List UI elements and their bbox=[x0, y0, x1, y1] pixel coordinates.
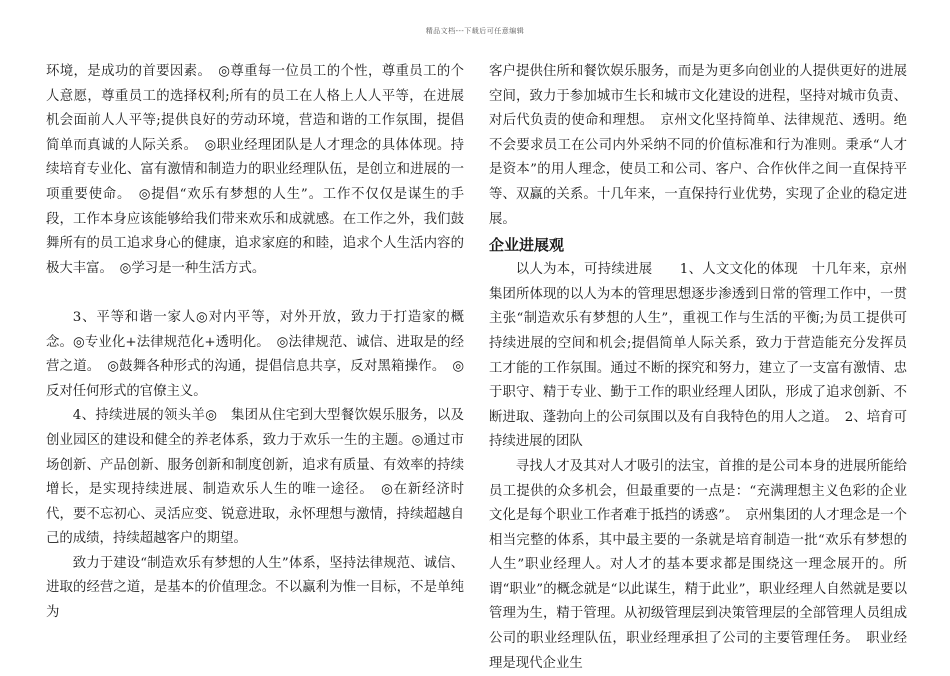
paragraph: 环境，是成功的首要因素。 ◎尊重每一位员工的个性，尊重员工的个人意愿，尊重员工的选择权利;所有的员工在人格上人人平等，在进展机会面前人人平等;提供良好的劳动环境，营造和谐的工作氛围，提倡简单而真诚的人际关系。 ◎职业经理团队是人才理念的具体体现。持续培育专业化、富有激情和制造力的职业经理队伍，是创立和进展的一项重要使命。 ◎提倡“欢乐有梦想的人生”。工作不仅仅是谋生的手段，工作本身应该能够给我们带来欢乐和成就感。在工作之外，我们鼓舞所有的员工追求身心的健康，追求家庭的和睦，追求个人生活内容的极大丰富。 ◎学习是一种生活方式。 bbox=[46, 64, 464, 276]
paragraph: 寻找人才及其对人才吸引的法宝，首推的是公司本身的进展所能给员工提供的众多机会，但最重要的一点是：“充满理想主义色彩的企业文化是每个职业工作者难于抵挡的诱惑”。 京州集团的人才理念是一个相当完整的体系，其中最主要的一条就是培育制造一批“欢乐有梦想的人生”职业经理人。对人才的基本要求都是围绕这一理念展开的。所谓“职业”的概念就是“以此谋生，精于此业”，职业经理人自然就是要以管理为生，精于管理。从初级管理层到决策管理层的全部管理人员组成公司的职业经理队伍，职业经理承担了公司的主要管理任务。 职业经理是现代企业生 bbox=[489, 458, 907, 671]
paragraph: 致力于建设“制造欢乐有梦想的人生”体系，坚持法律规范、诚信、进取的经营之道，是基本的价值理念。不以赢利为惟一目标，不是单纯为 bbox=[46, 555, 464, 621]
right-column bbox=[489, 60, 907, 676]
blank-line bbox=[46, 281, 464, 306]
left-column bbox=[46, 60, 464, 626]
paragraph: 4、持续进展的领头羊◎ 集团从住宅到大型餐饮娱乐服务，以及创业园区的建设和健全的养老体系，致力于欢乐一生的主题。◎通过市场创新、产品创新、服务创新和制度创新，追求有质量、有效率的持续增长，是实现持续进展、制造欢乐人生的唯一途径。 ◎在新经济时代，要不忘初心、灵活应变、锐意进取，永怀理想与激情，持续超越自己的成绩，持续超越客户的期望。 bbox=[46, 408, 464, 547]
page-header: 精品文档---下载后可任意编辑 bbox=[425, 27, 525, 35]
section-heading: 企业进展观 bbox=[489, 236, 565, 255]
paragraph: 客户提供住所和餐饮娱乐服务，而是为更多向创业的人提供更好的进展空间，致力于参加城市生长和城市文化建设的进程，坚持对城市负责、对后代负责的使命和理想。 京州文化坚持简单、法律规范、透明。绝不会要求员工在公司内外采纳不同的价值标准和行为准则。秉承“人才是资本”的用人理念，使员工和公司、客户、合作伙伴之间一直保持平等、双赢的关系。十几年来，一直保持行业优势，实现了企业的稳定进展。 bbox=[489, 64, 907, 227]
paragraph: 以人为本，可持续进展 1、人文文化的体现 十几年来，京州集团所体现的以人为本的管理思想逐步渗透到日常的管理工作中，一贯主张“制造欢乐有梦想的人生”，重视工作与生活的平衡;为员工提供可持续进展的空间和机会;提倡简单人际关系，致力于营造能充分发挥员工才能的工作氛围。通过不断的探究和努力，建立了一支富有激情、忠于职守、精于专业、勤于工作的职业经理人团队，形成了追求创新、不断进取、蓬勃向上的公司氛围以及有自我特色的用人之道。 2、培育可持续进展的团队 bbox=[489, 262, 907, 450]
paragraph: 3、平等和谐一家人◎对内平等，对外开放，致力于打造家的概念。◎专业化+法律规范化+透明化。 ◎法律规范、诚信、进取是的经营之道。 ◎鼓舞各种形式的沟通，提倡信息共享，反对黑箱操作。 ◎反对任何形式的官僚主义。 bbox=[46, 309, 464, 399]
